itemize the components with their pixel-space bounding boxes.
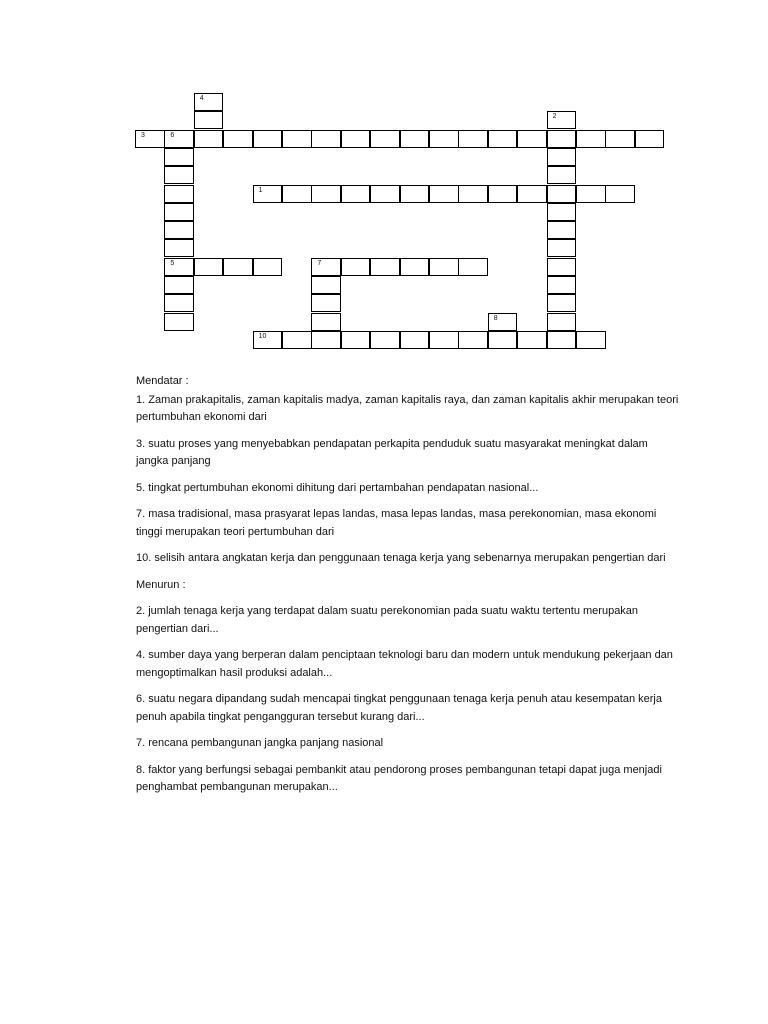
crossword-grid [0, 0, 768, 360]
crossword-cell[interactable] [400, 130, 430, 148]
crossword-cell[interactable] [164, 166, 194, 184]
crossword-cell[interactable] [164, 294, 194, 312]
crossword-cell[interactable] [164, 130, 194, 148]
crossword-cell[interactable] [429, 258, 459, 276]
clue-list [136, 373, 681, 806]
crossword-cell[interactable] [547, 203, 577, 221]
crossword-cell[interactable] [370, 258, 400, 276]
crossword-cell[interactable] [311, 331, 341, 349]
crossword-cell[interactable] [488, 185, 518, 203]
crossword-cell[interactable] [400, 331, 430, 349]
clue-number: 3 [141, 131, 145, 139]
down-heading: Menurun : [136, 578, 186, 591]
crossword-cell[interactable] [370, 130, 400, 148]
crossword-cell[interactable] [547, 148, 577, 166]
clue-number: 1 [258, 186, 263, 194]
down-clue-7: 7. rencana pembangunan jangka panjang nasional [136, 737, 384, 749]
crossword-cell[interactable] [164, 221, 194, 239]
crossword-cell[interactable] [164, 148, 194, 166]
crossword-cell[interactable] [253, 130, 283, 148]
crossword-cell[interactable] [311, 276, 341, 294]
crossword-cell[interactable] [576, 185, 606, 203]
clue-number: 10 [258, 332, 267, 340]
crossword-cell[interactable] [458, 331, 488, 349]
crossword-cell[interactable] [547, 130, 577, 148]
clue-number: 4 [199, 95, 204, 102]
crossword-cell[interactable] [282, 130, 312, 148]
crossword-cell[interactable] [311, 258, 341, 276]
crossword-cell[interactable] [605, 130, 635, 148]
crossword-cell[interactable] [547, 276, 577, 294]
crossword-cell[interactable] [311, 294, 341, 312]
crossword-cell[interactable] [458, 130, 488, 148]
crossword-cell[interactable] [400, 185, 430, 203]
crossword-cell[interactable] [194, 93, 224, 111]
crossword-cell[interactable] [341, 185, 371, 203]
crossword-cell[interactable] [547, 111, 577, 129]
crossword-cell[interactable] [547, 313, 577, 331]
crossword-cell[interactable] [458, 185, 488, 203]
crossword-cell[interactable] [253, 258, 283, 276]
crossword-cell[interactable] [635, 130, 665, 148]
crossword-cell[interactable] [547, 239, 577, 257]
crossword-cell[interactable] [164, 203, 194, 221]
crossword-cell[interactable] [164, 313, 194, 331]
crossword-cell[interactable] [370, 185, 400, 203]
crossword-cell[interactable] [488, 313, 518, 331]
down-clue-6: 6. suatu negara dipandang sudah mencapai tingkat penggunaan tenaga kerja penuh atau kesempatan kerja penuh apabila tingkat pengangguran tersebut kurang dari... [136, 693, 662, 723]
crossword-cell[interactable] [164, 258, 194, 276]
across-clue-5: 5. tingkat pertumbuhan ekonomi dihitung dari pertambahan pendapatan nasional... [136, 481, 539, 494]
crossword-cell[interactable] [164, 239, 194, 257]
clue-number: 2 [552, 113, 557, 121]
down-clue-4: 4. sumber daya yang berperan dalam penciptaan teknologi baru dan modern untuk mendukung pekerjaan dan mengoptimalkan hasil produksi adalah... [136, 649, 673, 679]
crossword-cell[interactable] [547, 258, 577, 276]
down-clue-2: 2. jumlah tenaga kerja yang terdapat dalam suatu perekonomian pada suatu waktu tertentu merupakan pengertian dari... [136, 605, 639, 635]
down-clue-8: 8. faktor yang berfungsi sebagai pembankit atau pendorong proses pembangunan tetapi dapat juga menjadi penghambat pembangunan merupakan... [136, 763, 662, 793]
crossword-cell[interactable] [253, 331, 283, 349]
crossword-cell[interactable] [223, 258, 253, 276]
crossword-cell[interactable] [547, 221, 577, 239]
crossword-cell[interactable] [547, 166, 577, 184]
across-heading: Mendatar : [136, 375, 189, 387]
clue-number: 5 [170, 259, 175, 267]
crossword-cell[interactable] [517, 331, 547, 349]
crossword-cell[interactable] [194, 111, 224, 129]
crossword-cell[interactable] [517, 185, 547, 203]
across-clue-1: 1. Zaman prakapitalis, zaman kapitalis madya, zaman kapitalis raya, dan zaman kapitalis akhir merupakan teori pertumbuhan ekonomi dari [136, 393, 679, 423]
crossword-cell[interactable] [311, 185, 341, 203]
crossword-cell[interactable] [488, 130, 518, 148]
across-clue-10: 10. selisih antara angkatan kerja dan penggunaan tenaga kerja yang sebenarnya merupakan pengertian dari [136, 552, 666, 564]
clue-number: 6 [170, 131, 175, 139]
crossword-cell[interactable] [341, 331, 371, 349]
crossword-cell[interactable] [576, 130, 606, 148]
crossword-cell[interactable] [576, 331, 606, 349]
crossword-cell[interactable] [370, 331, 400, 349]
crossword-cell[interactable] [164, 276, 194, 294]
crossword-cell[interactable] [429, 185, 459, 203]
across-clue-3: 3. suatu proses yang menyebabkan pendapatan perkapita penduduk suatu masyarakat meningkat dalam jangka panjang [136, 437, 648, 467]
crossword-cell[interactable] [135, 130, 165, 148]
crossword-cell[interactable] [223, 130, 253, 148]
crossword-cell[interactable] [429, 130, 459, 148]
crossword-cell[interactable] [282, 185, 312, 203]
crossword-cell[interactable] [194, 258, 224, 276]
clue-number: 8 [493, 314, 498, 322]
crossword-cell[interactable] [311, 313, 341, 331]
crossword-cell[interactable] [605, 185, 635, 203]
crossword-cell[interactable] [547, 185, 577, 203]
crossword-cell[interactable] [253, 185, 283, 203]
crossword-cell[interactable] [164, 185, 194, 203]
crossword-cell[interactable] [400, 258, 430, 276]
across-clue-7: 7. masa tradisional, masa prasyarat lepas landas, masa lepas landas, masa perekonomian, masa ekonomi tinggi merupakan teori pertumbuhan dari [136, 508, 657, 538]
crossword-cell[interactable] [547, 294, 577, 312]
crossword-cell[interactable] [517, 130, 547, 148]
crossword-cell[interactable] [488, 331, 518, 349]
crossword-cell[interactable] [547, 331, 577, 349]
clue-number: 7 [317, 259, 322, 267]
crossword-cell[interactable] [311, 130, 341, 148]
crossword-cell[interactable] [341, 130, 371, 148]
crossword-cell[interactable] [429, 331, 459, 349]
crossword-cell[interactable] [341, 258, 371, 276]
crossword-cell[interactable] [458, 258, 488, 276]
crossword-cell[interactable] [194, 130, 224, 148]
crossword-cell[interactable] [282, 331, 312, 349]
